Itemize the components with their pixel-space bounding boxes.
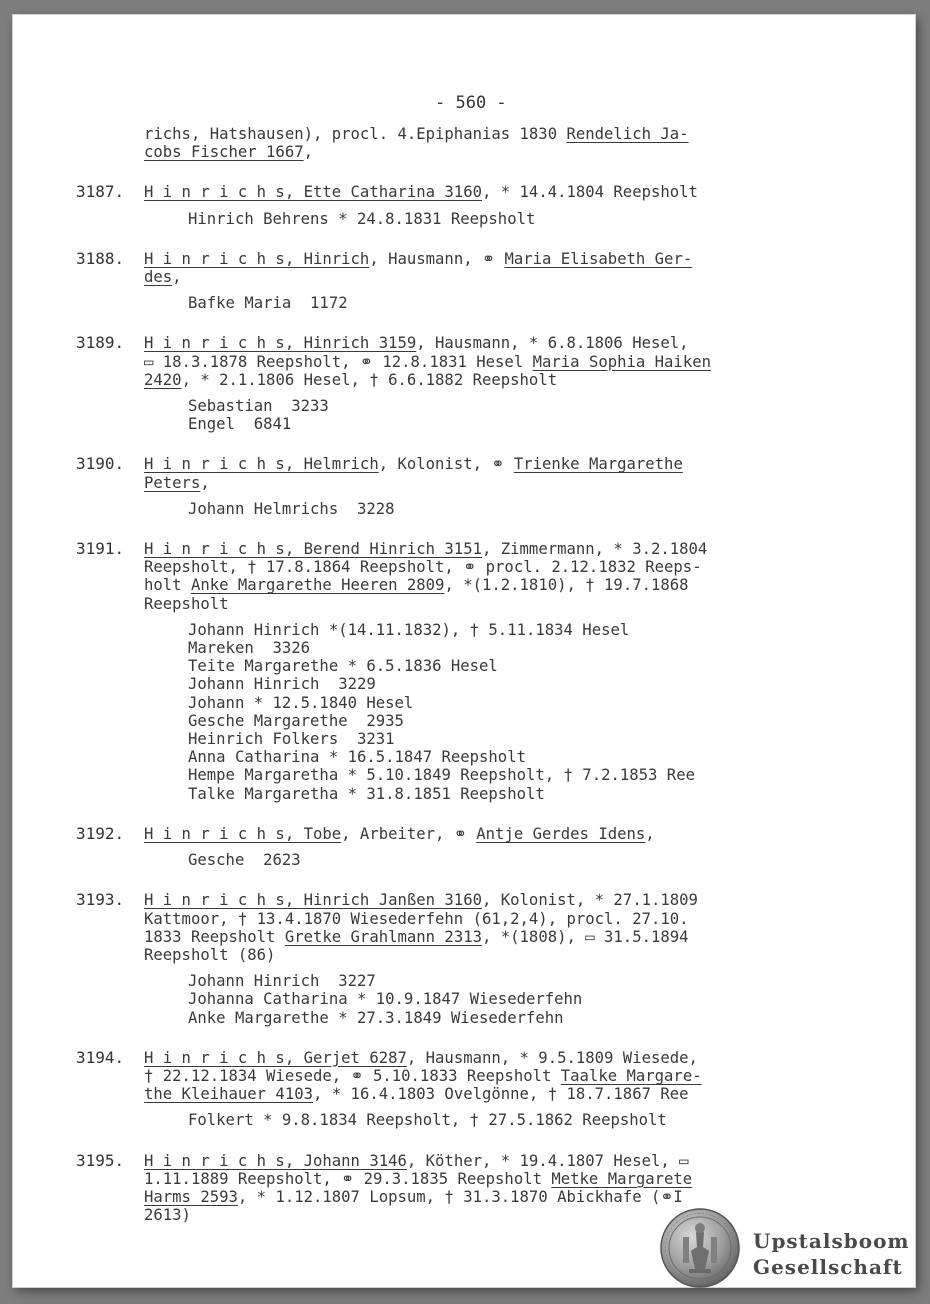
text-line [13,540,915,558]
text-run: 2613) [144,1206,191,1225]
text-run: 1.11.1889 Reepsholt, ⚭ 29.3.1835 Reepsholt [144,1169,552,1188]
text-run: Sebastian 3233 [188,397,329,416]
entry-number: 3193. [76,890,125,910]
entry-3191 [13,540,915,803]
underlined-name: Trienke Margarethe [513,455,683,474]
text-run: , Köther, * 19.4.1807 Hesel, ▭ [406,1151,689,1170]
spacer [13,964,915,972]
text-line [13,910,915,928]
text-line [13,657,915,675]
text-line [13,210,915,228]
text-run: Mareken 3326 [188,639,311,658]
text-run: Hempe Margaretha * 5.10.1849 Reepsholt, † 7.2.1853 Ree [188,766,695,785]
entry-3194 [13,1049,915,1130]
underlined-name: Maria Elisabeth Ger- [504,249,693,268]
logo-wordmark: Upstalsboom Gesellschaft [753,1229,910,1279]
underlined-name: the Kleihauer 4103 [144,1085,313,1104]
entry-3188 [13,250,915,313]
text-line [13,712,915,730]
text-line [13,415,915,433]
text-line [13,474,915,492]
text-run: , *(1808), ▭ 31.5.1894 [481,927,689,946]
text-run: Folkert * 9.8.1834 Reepsholt, † 27.5.1862 Reepsholt [188,1111,667,1130]
text-run: , [200,473,210,492]
text-run: Johann * 12.5.1840 Hesel [188,693,414,712]
text-run: Teite Margarethe * 6.5.1836 Hesel [188,657,498,676]
spacer [13,869,915,891]
text-run: , Arbeiter, ⚭ [341,824,477,843]
underlined-name: cobs Fischer 1667 [144,143,304,162]
spacer [13,1103,915,1111]
seal-icon [659,1207,741,1289]
text-run: , [172,268,182,287]
text-run: Bafke Maria 1172 [188,294,348,313]
text-run: , Hausmann, * 9.5.1809 Wiesede, [406,1048,698,1067]
entry-number: 3190. [76,454,125,474]
text-line [13,500,915,518]
entry-3192 [13,825,915,869]
text-run: Anke Margarethe * 27.3.1849 Wiesederfehn [188,1008,564,1027]
continued-entry [13,125,915,161]
text-line [13,1049,915,1067]
spacer [13,161,915,183]
text-run: Johann Hinrich 3229 [188,675,376,694]
text-run: Engel 6841 [188,415,292,434]
text-run: , Kolonist, ⚭ [378,455,514,474]
entry-3193 [13,891,915,1026]
text-line [13,1067,915,1085]
text-line [13,675,915,693]
text-run: , [303,143,313,162]
text-line [13,268,915,286]
text-run: , * 1.12.1807 Lopsum, † 31.3.1870 Abickhafe (⚭I [237,1187,683,1206]
underlined-name: Gretke Grahlmann 2313 [284,927,482,946]
underlined-name: des [144,268,173,287]
entry-3195 [13,1152,915,1225]
text-run: , [645,824,655,843]
underlined-name: H i n r i c h s, Johann 3146 [144,1151,407,1170]
text-line [13,972,915,990]
underlined-name: Metke Margarete [551,1169,693,1188]
text-line [13,294,915,312]
text-line [13,558,915,576]
underlined-name: 2420 [144,370,182,389]
spacer [13,286,915,294]
text-line [13,1111,915,1129]
spacer [13,1130,915,1152]
text-line [13,1206,915,1224]
underlined-name: Anke Margarethe Heeren 2809 [190,576,445,595]
text-line [13,1152,915,1170]
text-run: Kattmoor, † 13.4.1870 Wiesederfehn (61,2,4), procl. 27.10. [144,909,689,928]
text-run: Gesche Margarethe 2935 [188,711,404,730]
text-line [13,730,915,748]
text-run: , * 14.4.1804 Reepsholt [481,183,698,202]
text-line [13,455,915,473]
spacer [13,228,915,250]
text-line [13,928,915,946]
text-line [13,785,915,803]
text-run: Hinrich Behrens * 24.8.1831 Reepsholt [188,209,536,228]
page-number: - 560 - [435,93,507,113]
text-run: Johann Helmrichs 3228 [188,499,395,518]
text-line [13,990,915,1008]
spacer [13,803,915,825]
text-run: Reepsholt [144,594,229,613]
entry-number: 3191. [76,539,125,559]
text-run: , *(1.2.1810), † 19.7.1868 [444,576,689,595]
text-line [13,946,915,964]
text-line [13,1188,915,1206]
text-run: , Hausmann, * 6.8.1806 Hesel, [416,334,689,353]
spacer [13,1027,915,1049]
text-run: , * 2.1.1806 Hesel, † 6.6.1882 Reepsholt [181,370,558,389]
text-line [13,766,915,784]
text-run: Johanna Catharina * 10.9.1847 Wiesederfehn [188,990,583,1009]
text-run: Talke Margaretha * 31.8.1851 Reepsholt [188,784,545,803]
text-line [13,639,915,657]
document-page [13,15,915,1287]
text-run: , Zimmermann, * 3.2.1804 [481,540,708,559]
text-run: richs, Hatshausen), procl. 4.Epiphanias 1830 [144,125,567,143]
text-line [13,825,915,843]
underlined-name: H i n r i c h s, Hinrich 3159 [144,334,417,353]
underlined-name: H i n r i c h s, Tobe [144,824,342,843]
spacer [13,202,915,210]
entry-number: 3188. [76,248,125,268]
text-line [13,1085,915,1103]
underlined-name: Harms 2593 [144,1187,238,1206]
text-line [13,1009,915,1027]
entry-number: 3189. [76,333,125,353]
text-run: † 22.12.1834 Wiesede, ⚭ 5.10.1833 Reepsholt [144,1066,561,1085]
text-line [13,851,915,869]
text-line [13,621,915,639]
text-line [13,891,915,909]
text-line [13,250,915,268]
text-line [13,353,915,371]
underlined-name: H i n r i c h s, Gerjet 6287 [144,1048,407,1067]
entry-number: 3187. [76,182,125,202]
underlined-name: H i n r i c h s, Helmrich [144,455,379,474]
underlined-name: H i n r i c h s, Hinrich [144,249,370,268]
text-line [13,748,915,766]
text-run: Johann Hinrich *(14.11.1832), † 5.11.1834 Hesel [188,620,630,639]
entry-3189 [13,334,915,433]
spacer [13,433,915,455]
underlined-name: Maria Sophia Haiken [532,352,711,371]
text-run: Anna Catharina * 16.5.1847 Reepsholt [188,748,526,767]
spacer [13,312,915,334]
text-line [13,694,915,712]
underlined-name: Taalke Margare- [560,1066,702,1085]
entry-number: 3194. [76,1047,125,1067]
text-run: Gesche 2623 [188,851,301,870]
entry-number: 3195. [76,1150,125,1170]
text-run: , Kolonist, * 27.1.1809 [481,891,698,910]
spacer [13,389,915,397]
entry-number: 3192. [76,823,125,843]
text-line [13,1170,915,1188]
spacer [13,613,915,621]
text-run: , Hausmann, ⚭ [369,249,505,268]
underlined-name: Rendelich Ja- [566,125,689,143]
underlined-name: H i n r i c h s, Ette Catharina 3160 [144,183,482,202]
text-run: Reepsholt (86) [144,945,276,964]
text-run: Johann Hinrich 3227 [188,972,376,991]
text-line [13,371,915,389]
text-line [13,125,915,143]
entry-3187 [13,183,915,227]
text-line [13,576,915,594]
text-run: , * 16.4.1803 Ovelgönne, † 18.7.1867 Ree [313,1085,689,1104]
underlined-name: Peters [144,473,201,492]
entry-3190 [13,455,915,518]
text-run: Heinrich Folkers 3231 [188,730,395,749]
genealogy-text [13,125,915,1224]
text-line [13,595,915,613]
underlined-name: Antje Gerdes Idens [476,824,646,843]
underlined-name: H i n r i c h s, Hinrich Janßen 3160 [144,891,482,910]
spacer [13,518,915,540]
text-run: holt [144,576,191,595]
text-line [13,183,915,201]
spacer [13,843,915,851]
text-run: ▭ 18.3.1878 Reepsholt, ⚭ 12.8.1831 Hesel [144,352,533,371]
text-line [13,143,915,161]
underlined-name: H i n r i c h s, Berend Hinrich 3151 [144,540,482,559]
text-line [13,334,915,352]
text-run: Reepsholt, † 17.8.1864 Reepsholt, ⚭ procl. 2.12.1832 Reeps- [144,558,702,577]
text-line [13,397,915,415]
spacer [13,492,915,500]
text-run: 1833 Reepsholt [144,927,285,946]
